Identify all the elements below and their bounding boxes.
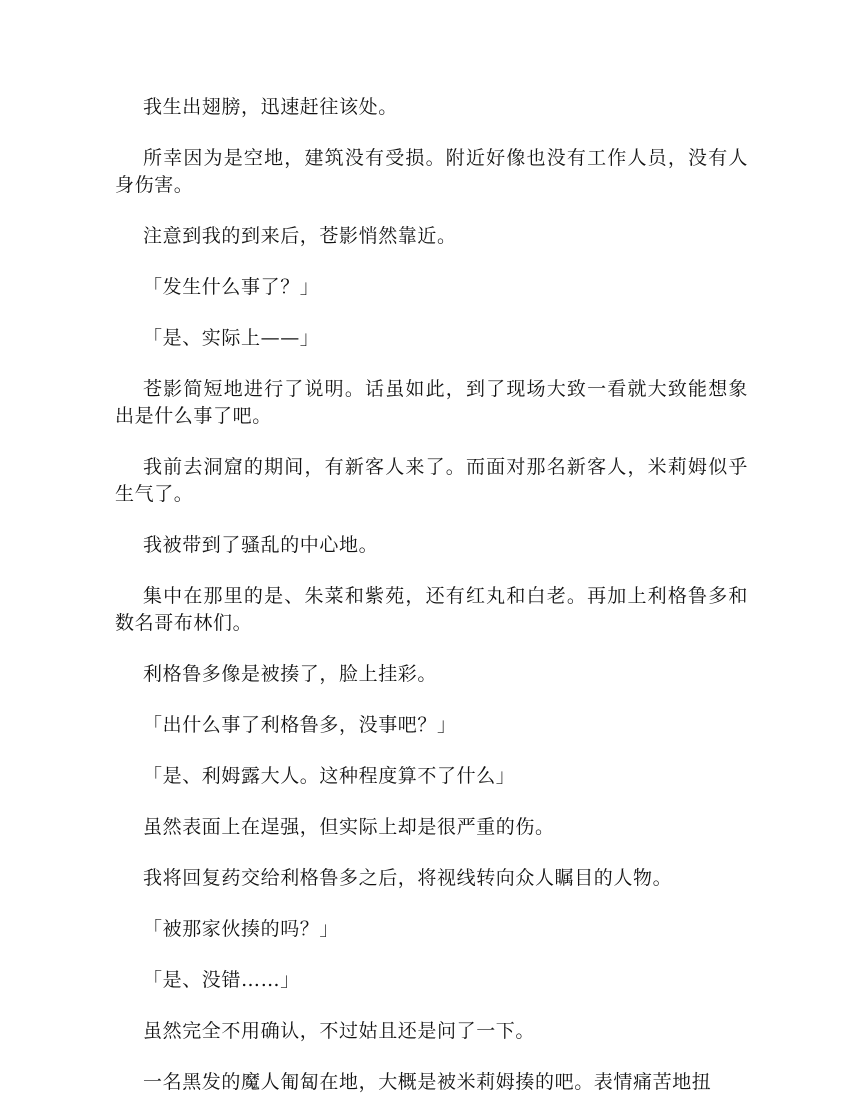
paragraph: 集中在那里的是、朱菜和紫苑，还有红丸和白老。再加上利格鲁多和数名哥布林们。 [115,585,748,634]
dialogue-line: 「出什么事了利格鲁多，没事吧？」 [143,714,457,736]
paragraph: 我前去洞窟的期间，有新客人来了。而面对那名新客人，米莉姆似乎生气了。 [115,456,748,505]
paragraph: 利格鲁多像是被揍了，脸上挂彩。 [143,663,438,685]
paragraph: 所幸因为是空地，建筑没有受损。附近好像也没有工作人员，没有人身伤害。 [115,147,748,196]
paragraph: 苍影简短地进行了说明。话虽如此，到了现场大致一看就大致能想象出是什么事了吧。 [115,378,748,427]
paragraph: 虽然表面上在逞强，但实际上却是很严重的伤。 [143,816,555,838]
dialogue-line: 「是、实际上——」 [143,327,320,349]
paragraph: 我被带到了骚乱的中心地。 [143,534,379,556]
paragraph: 我生出翅膀，迅速赶往该处。 [143,96,398,118]
dialogue-line: 「是、没错……」 [143,969,300,991]
paragraph: 一名黑发的魔人匍匐在地，大概是被米莉姆揍的吧。表情痛苦地扭 [143,1071,712,1093]
dialogue-line: 「被那家伙揍的吗？」 [143,918,340,940]
paragraph: 虽然完全不用确认，不过姑且还是问了一下。 [143,1020,536,1042]
dialogue-line: 「发生什么事了？」 [143,276,320,298]
paragraph: 我将回复药交给利格鲁多之后，将视线转向众人瞩目的人物。 [143,867,673,889]
paragraph: 注意到我的到来后，苍影悄然靠近。 [143,225,457,247]
dialogue-line: 「是、利姆露大人。这种程度算不了什么」 [143,765,516,787]
